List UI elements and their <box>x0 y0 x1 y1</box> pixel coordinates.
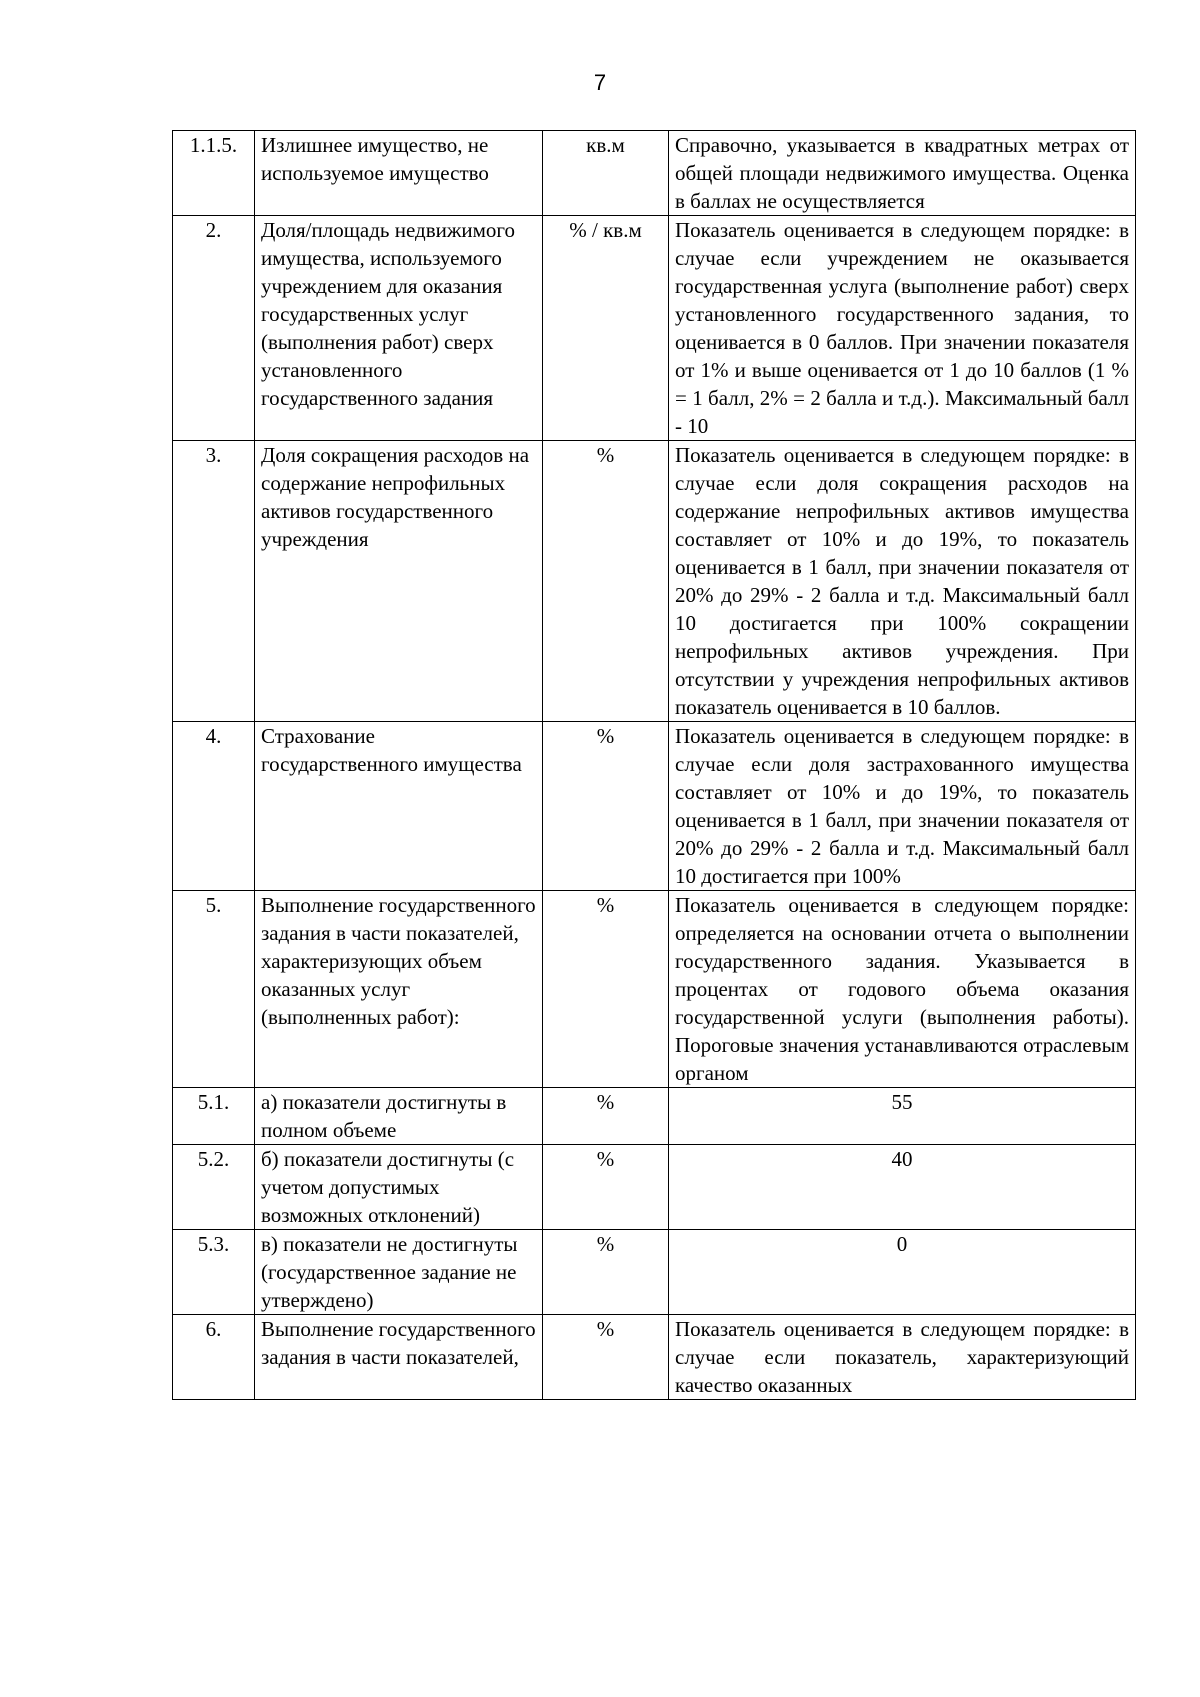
evaluation-description: Показатель оценивается в следующем порядке: определяется на основании отчета о выполнении государственного задания. Указывается в процентах от годового объема оказания государственной услуги (выполнения работы). Пороговые значения устанавливаются отраслевым органом <box>669 891 1136 1088</box>
table-row <box>173 216 1136 441</box>
score-value: 40 <box>669 1145 1136 1230</box>
table-row <box>173 891 1136 1088</box>
row-number: 2. <box>173 216 255 441</box>
unit-of-measure: % <box>543 1230 669 1315</box>
table-row <box>173 441 1136 722</box>
evaluation-description: Показатель оценивается в следующем порядке: в случае если учреждением не оказывается государственная услуга (выполнение работ) сверх установленного государственного задания, то оценивается в 0 баллов. При значении показателя от 1% и выше оценивается от 1 до 10 баллов (1 % = 1 балл, 2% = 2 балла и т.д.). Максимальный балл - 10 <box>669 216 1136 441</box>
indicator-name: б) показатели достигнуты (с учетом допустимых возможных отклонений) <box>255 1145 543 1230</box>
indicator-name: Страхование государственного имущества <box>255 722 543 891</box>
table-row <box>173 1230 1136 1315</box>
unit-of-measure: % <box>543 1145 669 1230</box>
row-number: 3. <box>173 441 255 722</box>
table-row <box>173 722 1136 891</box>
row-number: 5.2. <box>173 1145 255 1230</box>
evaluation-description: Справочно, указывается в квадратных метрах от общей площади недвижимого имущества. Оценка в баллах не осуществляется <box>669 131 1136 216</box>
indicator-name: Доля сокращения расходов на содержание непрофильных активов государственного учреждения <box>255 441 543 722</box>
evaluation-description: Показатель оценивается в следующем порядке: в случае если доля застрахованного имущества составляет от 10% и до 19%, то показатель оценивается в 1 балл, при значении показателя от 20% до 29% - 2 балла и т.д. Максимальный балл 10 достигается при 100% <box>669 722 1136 891</box>
unit-of-measure: % <box>543 1315 669 1400</box>
table-row <box>173 1145 1136 1230</box>
unit-of-measure: % <box>543 891 669 1088</box>
score-value: 55 <box>669 1088 1136 1145</box>
table-row <box>173 1088 1136 1145</box>
unit-of-measure: % / кв.м <box>543 216 669 441</box>
row-number: 5. <box>173 891 255 1088</box>
indicators-table <box>172 130 1136 1400</box>
indicator-name: Доля/площадь недвижимого имущества, используемого учреждением для оказания государственных услуг (выполнения работ) сверх установленного государственного задания <box>255 216 543 441</box>
unit-of-measure: кв.м <box>543 131 669 216</box>
table-row <box>173 131 1136 216</box>
indicator-name: Выполнение государственного задания в части показателей, характеризующих объем оказанных услуг (выполненных работ): <box>255 891 543 1088</box>
indicator-name: Излишнее имущество, не используемое имущество <box>255 131 543 216</box>
unit-of-measure: % <box>543 722 669 891</box>
evaluation-description: Показатель оценивается в следующем порядке: в случае если показатель, характеризующий качество оказанных <box>669 1315 1136 1400</box>
page-number: 7 <box>593 70 607 95</box>
evaluation-description: Показатель оценивается в следующем порядке: в случае если доля сокращения расходов на содержание непрофильных активов имущества составляет от 10% и до 19%, то показатель оценивается в 1 балл, при значении показателя от 20% до 29% - 2 балла и т.д. Максимальный балл 10 достигается при 100% сокращении непрофильных активов учреждения. При отсутствии у учреждения непрофильных активов показатель оценивается в 10 баллов. <box>669 441 1136 722</box>
table-row <box>173 1315 1136 1400</box>
row-number: 5.3. <box>173 1230 255 1315</box>
indicator-name: а) показатели достигнуты в полном объеме <box>255 1088 543 1145</box>
row-number: 1.1.5. <box>173 131 255 216</box>
row-number: 6. <box>173 1315 255 1400</box>
row-number: 4. <box>173 722 255 891</box>
unit-of-measure: % <box>543 1088 669 1145</box>
indicator-name: Выполнение государственного задания в части показателей, <box>255 1315 543 1400</box>
indicator-name: в) показатели не достигнуты (государственное задание не утверждено) <box>255 1230 543 1315</box>
score-value: 0 <box>669 1230 1136 1315</box>
row-number: 5.1. <box>173 1088 255 1145</box>
unit-of-measure: % <box>543 441 669 722</box>
